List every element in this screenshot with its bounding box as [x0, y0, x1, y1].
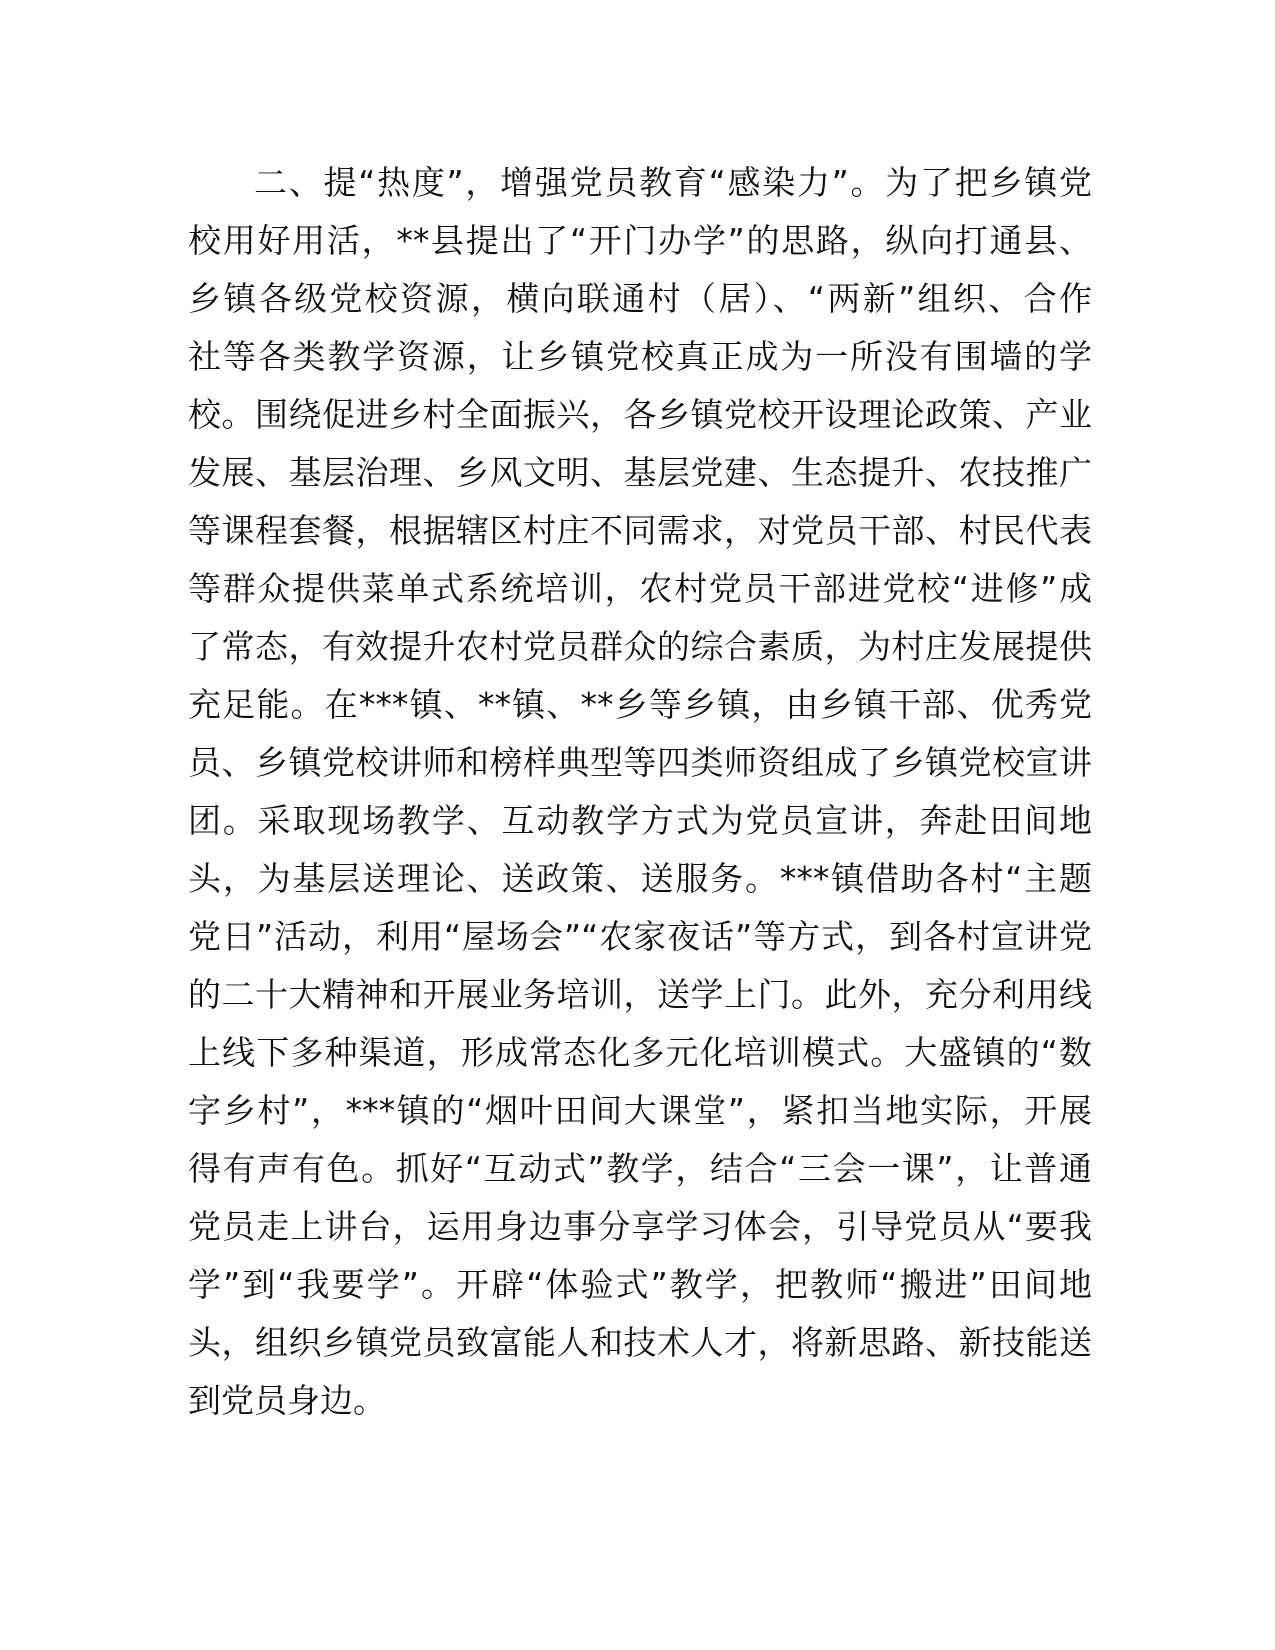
- paragraph-line: 二、提“热度”，增强党员教育“感染力”。为了把乡镇党: [254, 163, 1092, 202]
- paragraph-line: 发展、基层治理、乡风文明、基层党建、生态提升、农技推广: [188, 453, 1092, 492]
- paragraph-line: 党员走上讲台，运用身边事分享学习体会，引导党员从“要我: [188, 1207, 1092, 1246]
- paragraph-line: 校用好用活，**县提出了“开门办学”的思路，纵向打通县、: [188, 221, 1092, 260]
- paragraph-line: 乡镇各级党校资源，横向联通村（居）、“两新”组织、合作: [188, 279, 1092, 318]
- paragraph-line: 头，组织乡镇党员致富能人和技术人才，将新思路、新技能送: [188, 1323, 1092, 1362]
- paragraph-line: 头，为基层送理论、送政策、送服务。***镇借助各村“主题: [188, 859, 1092, 898]
- paragraph-line: 学”到“我要学”。开辟“体验式”教学，把教师“搬进”田间地: [188, 1265, 1092, 1304]
- body-paragraph: [188, 154, 1092, 1430]
- paragraph-line: 充足能。在***镇、**镇、**乡等乡镇，由乡镇干部、优秀党: [188, 685, 1092, 724]
- paragraph-line: 等课程套餐，根据辖区村庄不同需求，对党员干部、村民代表: [188, 511, 1092, 550]
- paragraph-line: 上线下多种渠道，形成常态化多元化培训模式。大盛镇的“数: [188, 1033, 1092, 1072]
- paragraph-line: 社等各类教学资源，让乡镇党校真正成为一所没有围墙的学: [188, 337, 1092, 376]
- paragraph-line: 的二十大精神和开展业务培训，送学上门。此外，充分利用线: [188, 975, 1092, 1014]
- paragraph-line: 党日”活动，利用“屋场会”“农家夜话”等方式，到各村宣讲党: [188, 917, 1092, 956]
- paragraph-line: 等群众提供菜单式系统培训，农村党员干部进党校“进修”成: [188, 569, 1092, 608]
- paragraph-line: 得有声有色。抓好“互动式”教学，结合“三会一课”，让普通: [188, 1149, 1092, 1188]
- paragraph-line: 了常态，有效提升农村党员群众的综合素质，为村庄发展提供: [188, 627, 1092, 666]
- paragraph-line: 到党员身边。: [188, 1381, 386, 1420]
- paragraph-line: 字乡村”，***镇的“烟叶田间大课堂”，紧扣当地实际，开展: [188, 1091, 1092, 1130]
- paragraph-line: 员、乡镇党校讲师和榜样典型等四类师资组成了乡镇党校宣讲: [188, 743, 1092, 782]
- paragraph-line: 团。采取现场教学、互动教学方式为党员宣讲，奔赴田间地: [188, 801, 1092, 840]
- paragraph-line: 校。围绕促进乡村全面振兴，各乡镇党校开设理论政策、产业: [188, 395, 1092, 434]
